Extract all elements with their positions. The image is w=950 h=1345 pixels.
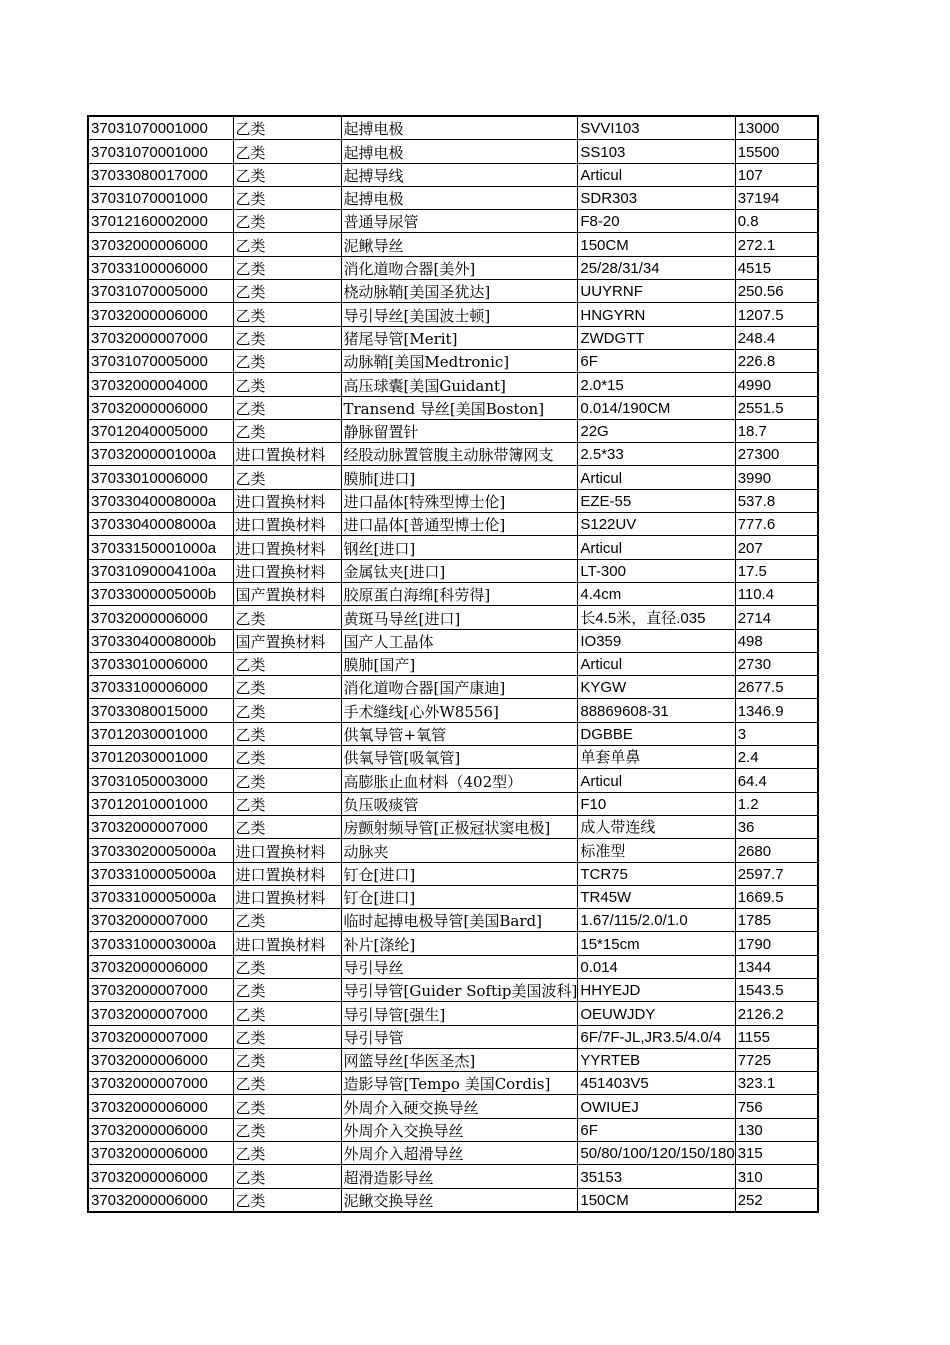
table-row xyxy=(88,349,818,372)
table-row xyxy=(88,303,818,326)
price-cell: 1669.5 xyxy=(735,885,818,908)
table-row xyxy=(88,280,818,303)
category-cell: 乙类 xyxy=(233,722,341,745)
table-row xyxy=(88,1188,818,1212)
table-row xyxy=(88,885,818,908)
category-cell: 进口置换材料 xyxy=(233,513,341,536)
table-row xyxy=(88,1072,818,1095)
price-cell: 36 xyxy=(735,815,818,838)
category-cell: 乙类 xyxy=(233,792,341,815)
item-code-cell: 37012160002000 xyxy=(88,210,233,233)
spec-cell: OWIUEJ xyxy=(578,1095,735,1118)
spec-cell: HNGYRN xyxy=(578,303,735,326)
table-row xyxy=(88,792,818,815)
category-cell: 乙类 xyxy=(233,1142,341,1165)
spec-cell: 单套单鼻 xyxy=(578,746,735,769)
category-cell: 乙类 xyxy=(233,1188,341,1212)
category-cell: 国产置换材料 xyxy=(233,582,341,605)
item-code-cell: 37032000006000 xyxy=(88,955,233,978)
item-name-cell: 补片[涤纶] xyxy=(341,932,578,955)
price-cell: 323.1 xyxy=(735,1072,818,1095)
table-row xyxy=(88,116,818,140)
category-cell: 乙类 xyxy=(233,1118,341,1141)
spec-cell: Articul xyxy=(578,652,735,675)
table-row xyxy=(88,932,818,955)
spec-cell: Articul xyxy=(578,163,735,186)
spec-cell: Articul xyxy=(578,466,735,489)
item-code-cell: 37033100006000 xyxy=(88,676,233,699)
table-row xyxy=(88,140,818,163)
category-cell: 乙类 xyxy=(233,163,341,186)
item-code-cell: 37033100005000a xyxy=(88,862,233,885)
category-cell: 进口置换材料 xyxy=(233,885,341,908)
spec-cell: 22G xyxy=(578,419,735,442)
item-code-cell: 37032000007000 xyxy=(88,1002,233,1025)
spec-cell: 15*15cm xyxy=(578,932,735,955)
spec-cell: 150CM xyxy=(578,233,735,256)
item-name-cell: 普通导尿管 xyxy=(341,210,578,233)
price-cell: 1.2 xyxy=(735,792,818,815)
table-row xyxy=(88,582,818,605)
table-row xyxy=(88,1142,818,1165)
item-name-cell: 钉仓[进口] xyxy=(341,885,578,908)
category-cell: 进口置换材料 xyxy=(233,862,341,885)
spec-cell: TR45W xyxy=(578,885,735,908)
table-row xyxy=(88,652,818,675)
spec-cell: 50/80/100/120/150/180 xyxy=(578,1142,735,1165)
price-cell: 1785 xyxy=(735,909,818,932)
item-name-cell: 胶原蛋白海绵[科劳得] xyxy=(341,582,578,605)
category-cell: 进口置换材料 xyxy=(233,932,341,955)
price-cell: 37194 xyxy=(735,186,818,209)
table-row xyxy=(88,978,818,1001)
table-row xyxy=(88,373,818,396)
category-cell: 乙类 xyxy=(233,326,341,349)
spec-cell: EZE-55 xyxy=(578,489,735,512)
spec-cell: HHYEJD xyxy=(578,978,735,1001)
price-table xyxy=(87,115,819,1213)
price-cell: 0.8 xyxy=(735,210,818,233)
table-row xyxy=(88,1118,818,1141)
category-cell: 进口置换材料 xyxy=(233,839,341,862)
item-name-cell: 高膨胀止血材料（402型） xyxy=(341,769,578,792)
item-name-cell: 动脉夹 xyxy=(341,839,578,862)
item-code-cell: 37033080017000 xyxy=(88,163,233,186)
item-name-cell: 金属钛夹[进口] xyxy=(341,559,578,582)
price-table-body xyxy=(88,116,818,1212)
item-name-cell: 起搏电极 xyxy=(341,116,578,140)
item-code-cell: 37032000007000 xyxy=(88,326,233,349)
spec-cell: Articul xyxy=(578,769,735,792)
item-name-cell: 猪尾导管[Merit] xyxy=(341,326,578,349)
item-name-cell: 泥鳅交换导丝 xyxy=(341,1188,578,1212)
item-code-cell: 37032000006000 xyxy=(88,396,233,419)
item-code-cell: 37033100006000 xyxy=(88,256,233,279)
item-name-cell: 经股动脉置管腹主动脉带簿网支 xyxy=(341,443,578,466)
item-code-cell: 37032000006000 xyxy=(88,1142,233,1165)
item-code-cell: 37031050003000 xyxy=(88,769,233,792)
price-cell: 315 xyxy=(735,1142,818,1165)
price-cell: 1344 xyxy=(735,955,818,978)
item-name-cell: 消化道吻合器[美外] xyxy=(341,256,578,279)
category-cell: 乙类 xyxy=(233,652,341,675)
item-code-cell: 37031070001000 xyxy=(88,186,233,209)
table-row xyxy=(88,256,818,279)
spec-cell: S122UV xyxy=(578,513,735,536)
item-name-cell: 起搏电极 xyxy=(341,140,578,163)
item-name-cell: 静脉留置针 xyxy=(341,419,578,442)
spec-cell: ZWDGTT xyxy=(578,326,735,349)
category-cell: 乙类 xyxy=(233,1002,341,1025)
table-row xyxy=(88,536,818,559)
item-code-cell: 37032000004000 xyxy=(88,373,233,396)
item-name-cell: 临时起搏电极导管[美国Bard] xyxy=(341,909,578,932)
item-code-cell: 37032000006000 xyxy=(88,303,233,326)
table-row xyxy=(88,815,818,838)
table-row xyxy=(88,513,818,536)
item-code-cell: 37012040005000 xyxy=(88,419,233,442)
spec-cell: KYGW xyxy=(578,676,735,699)
item-code-cell: 37031070001000 xyxy=(88,140,233,163)
table-row xyxy=(88,746,818,769)
table-row xyxy=(88,233,818,256)
item-name-cell: 桡动脉鞘[美国圣犹达] xyxy=(341,280,578,303)
table-row xyxy=(88,955,818,978)
price-cell: 1543.5 xyxy=(735,978,818,1001)
item-name-cell: 供氧导管+氧管 xyxy=(341,722,578,745)
price-cell: 4990 xyxy=(735,373,818,396)
spec-cell: 2.5*33 xyxy=(578,443,735,466)
item-name-cell: 钢丝[进口] xyxy=(341,536,578,559)
table-row xyxy=(88,559,818,582)
spec-cell: 4.4cm xyxy=(578,582,735,605)
table-row xyxy=(88,326,818,349)
item-code-cell: 37032000006000 xyxy=(88,1048,233,1071)
price-cell: 2714 xyxy=(735,606,818,629)
item-code-cell: 37033040008000b xyxy=(88,629,233,652)
item-name-cell: 进口晶体[特殊型博士伦] xyxy=(341,489,578,512)
table-row xyxy=(88,396,818,419)
category-cell: 乙类 xyxy=(233,699,341,722)
price-cell: 777.6 xyxy=(735,513,818,536)
price-cell: 110.4 xyxy=(735,582,818,605)
item-name-cell: 动脉鞘[美国Medtronic] xyxy=(341,349,578,372)
spec-cell: SS103 xyxy=(578,140,735,163)
item-name-cell: 网篮导丝[华医圣杰] xyxy=(341,1048,578,1071)
category-cell: 进口置换材料 xyxy=(233,489,341,512)
item-code-cell: 37033080015000 xyxy=(88,699,233,722)
item-name-cell: 导引导丝 xyxy=(341,955,578,978)
spec-cell: F8-20 xyxy=(578,210,735,233)
price-cell: 3990 xyxy=(735,466,818,489)
item-code-cell: 37033040008000a xyxy=(88,513,233,536)
spec-cell: 88869608-31 xyxy=(578,699,735,722)
item-code-cell: 37031070005000 xyxy=(88,280,233,303)
item-code-cell: 37032000007000 xyxy=(88,1025,233,1048)
category-cell: 乙类 xyxy=(233,1025,341,1048)
item-name-cell: Transend 导丝[美国Boston] xyxy=(341,396,578,419)
item-code-cell: 37033150001000a xyxy=(88,536,233,559)
item-code-cell: 37032000007000 xyxy=(88,978,233,1001)
item-name-cell: 膜肺[国产] xyxy=(341,652,578,675)
price-cell: 2730 xyxy=(735,652,818,675)
price-cell: 310 xyxy=(735,1165,818,1188)
spec-cell: F10 xyxy=(578,792,735,815)
table-row xyxy=(88,1048,818,1071)
table-row xyxy=(88,629,818,652)
item-name-cell: 导引导管[强生] xyxy=(341,1002,578,1025)
category-cell: 进口置换材料 xyxy=(233,559,341,582)
item-code-cell: 37032000006000 xyxy=(88,1188,233,1212)
spec-cell: SVVI103 xyxy=(578,116,735,140)
item-code-cell: 37033000005000b xyxy=(88,582,233,605)
item-name-cell: 泥鳅导丝 xyxy=(341,233,578,256)
price-cell: 2680 xyxy=(735,839,818,862)
category-cell: 乙类 xyxy=(233,210,341,233)
price-cell: 1207.5 xyxy=(735,303,818,326)
category-cell: 进口置换材料 xyxy=(233,536,341,559)
category-cell: 乙类 xyxy=(233,140,341,163)
item-code-cell: 37033010006000 xyxy=(88,466,233,489)
item-code-cell: 37032000007000 xyxy=(88,909,233,932)
item-name-cell: 导引导管 xyxy=(341,1025,578,1048)
spec-cell: 标准型 xyxy=(578,839,735,862)
category-cell: 乙类 xyxy=(233,1095,341,1118)
category-cell: 乙类 xyxy=(233,978,341,1001)
category-cell: 乙类 xyxy=(233,1165,341,1188)
spec-cell: 35153 xyxy=(578,1165,735,1188)
item-code-cell: 37032000006000 xyxy=(88,1118,233,1141)
price-cell: 2126.2 xyxy=(735,1002,818,1025)
item-code-cell: 37012010001000 xyxy=(88,792,233,815)
table-row xyxy=(88,769,818,792)
item-name-cell: 导引导管[Guider Softip美国波科] xyxy=(341,978,578,1001)
category-cell: 乙类 xyxy=(233,746,341,769)
spec-cell: 6F/7F-JL,JR3.5/4.0/4 xyxy=(578,1025,735,1048)
table-row xyxy=(88,1095,818,1118)
price-cell: 27300 xyxy=(735,443,818,466)
category-cell: 乙类 xyxy=(233,303,341,326)
price-cell: 64.4 xyxy=(735,769,818,792)
price-cell: 250.56 xyxy=(735,280,818,303)
table-row xyxy=(88,862,818,885)
price-cell: 130 xyxy=(735,1118,818,1141)
table-row xyxy=(88,489,818,512)
table-row xyxy=(88,443,818,466)
table-row xyxy=(88,1002,818,1025)
item-name-cell: 手术缝线[心外W8556] xyxy=(341,699,578,722)
category-cell: 乙类 xyxy=(233,955,341,978)
price-cell: 17.5 xyxy=(735,559,818,582)
item-name-cell: 高压球囊[美国Guidant] xyxy=(341,373,578,396)
category-cell: 乙类 xyxy=(233,116,341,140)
item-code-cell: 37032000001000a xyxy=(88,443,233,466)
spec-cell: TCR75 xyxy=(578,862,735,885)
category-cell: 乙类 xyxy=(233,256,341,279)
price-cell: 2677.5 xyxy=(735,676,818,699)
spec-cell: 6F xyxy=(578,1118,735,1141)
item-code-cell: 37033040008000a xyxy=(88,489,233,512)
spec-cell: IO359 xyxy=(578,629,735,652)
table-row xyxy=(88,839,818,862)
item-name-cell: 起搏导线 xyxy=(341,163,578,186)
category-cell: 乙类 xyxy=(233,419,341,442)
category-cell: 乙类 xyxy=(233,280,341,303)
price-cell: 226.8 xyxy=(735,349,818,372)
item-name-cell: 起搏电极 xyxy=(341,186,578,209)
category-cell: 乙类 xyxy=(233,396,341,419)
spec-cell: 25/28/31/34 xyxy=(578,256,735,279)
item-code-cell: 37032000006000 xyxy=(88,1165,233,1188)
item-code-cell: 37031070001000 xyxy=(88,116,233,140)
item-code-cell: 37012030001000 xyxy=(88,722,233,745)
table-row xyxy=(88,186,818,209)
category-cell: 乙类 xyxy=(233,769,341,792)
spec-cell: 2.0*15 xyxy=(578,373,735,396)
item-code-cell: 37032000007000 xyxy=(88,1072,233,1095)
item-code-cell: 37032000006000 xyxy=(88,233,233,256)
item-name-cell: 消化道吻合器[国产康迪] xyxy=(341,676,578,699)
spec-cell: 长4.5米，直径.035 xyxy=(578,606,735,629)
price-cell: 2.4 xyxy=(735,746,818,769)
spec-cell: 0.014/190CM xyxy=(578,396,735,419)
category-cell: 乙类 xyxy=(233,466,341,489)
price-cell: 3 xyxy=(735,722,818,745)
category-cell: 乙类 xyxy=(233,373,341,396)
spec-cell: Articul xyxy=(578,536,735,559)
item-code-cell: 37031090004100a xyxy=(88,559,233,582)
item-name-cell: 外周介入超滑导丝 xyxy=(341,1142,578,1165)
price-cell: 537.8 xyxy=(735,489,818,512)
table-row xyxy=(88,722,818,745)
price-cell: 4515 xyxy=(735,256,818,279)
spec-cell: UUYRNF xyxy=(578,280,735,303)
item-name-cell: 国产人工晶体 xyxy=(341,629,578,652)
item-name-cell: 进口晶体[普通型博士伦] xyxy=(341,513,578,536)
spec-cell: LT-300 xyxy=(578,559,735,582)
table-row xyxy=(88,1025,818,1048)
category-cell: 乙类 xyxy=(233,233,341,256)
item-code-cell: 37012030001000 xyxy=(88,746,233,769)
price-cell: 207 xyxy=(735,536,818,559)
spec-cell: 150CM xyxy=(578,1188,735,1212)
spec-cell: 6F xyxy=(578,349,735,372)
item-name-cell: 负压吸痰管 xyxy=(341,792,578,815)
item-name-cell: 超滑造影导丝 xyxy=(341,1165,578,1188)
item-code-cell: 37033100005000a xyxy=(88,885,233,908)
price-cell: 1790 xyxy=(735,932,818,955)
category-cell: 进口置换材料 xyxy=(233,443,341,466)
item-name-cell: 造影导管[Tempo 美国Cordis] xyxy=(341,1072,578,1095)
category-cell: 国产置换材料 xyxy=(233,629,341,652)
category-cell: 乙类 xyxy=(233,186,341,209)
item-code-cell: 37032000006000 xyxy=(88,1095,233,1118)
item-name-cell: 外周介入硬交换导丝 xyxy=(341,1095,578,1118)
table-row xyxy=(88,163,818,186)
category-cell: 乙类 xyxy=(233,815,341,838)
category-cell: 乙类 xyxy=(233,676,341,699)
spec-cell: 0.014 xyxy=(578,955,735,978)
price-cell: 272.1 xyxy=(735,233,818,256)
table-row xyxy=(88,909,818,932)
item-name-cell: 黄斑马导丝[进口] xyxy=(341,606,578,629)
price-cell: 7725 xyxy=(735,1048,818,1071)
category-cell: 乙类 xyxy=(233,606,341,629)
spec-cell: 451403V5 xyxy=(578,1072,735,1095)
table-row xyxy=(88,466,818,489)
item-code-cell: 37033010006000 xyxy=(88,652,233,675)
price-cell: 252 xyxy=(735,1188,818,1212)
item-name-cell: 钉仓[进口] xyxy=(341,862,578,885)
spec-cell: YYRTEB xyxy=(578,1048,735,1071)
item-code-cell: 37033020005000a xyxy=(88,839,233,862)
price-cell: 13000 xyxy=(735,116,818,140)
price-cell: 248.4 xyxy=(735,326,818,349)
table-row xyxy=(88,419,818,442)
table-row xyxy=(88,699,818,722)
price-cell: 498 xyxy=(735,629,818,652)
spec-cell: 成人带连线 xyxy=(578,815,735,838)
category-cell: 乙类 xyxy=(233,909,341,932)
price-cell: 2597.7 xyxy=(735,862,818,885)
table-row xyxy=(88,1165,818,1188)
item-code-cell: 37032000007000 xyxy=(88,815,233,838)
table-row xyxy=(88,606,818,629)
price-cell: 756 xyxy=(735,1095,818,1118)
item-code-cell: 37033100003000a xyxy=(88,932,233,955)
price-cell: 1155 xyxy=(735,1025,818,1048)
category-cell: 乙类 xyxy=(233,1072,341,1095)
category-cell: 乙类 xyxy=(233,349,341,372)
price-cell: 1346.9 xyxy=(735,699,818,722)
item-name-cell: 膜肺[进口] xyxy=(341,466,578,489)
price-cell: 15500 xyxy=(735,140,818,163)
item-code-cell: 37031070005000 xyxy=(88,349,233,372)
price-cell: 2551.5 xyxy=(735,396,818,419)
price-cell: 18.7 xyxy=(735,419,818,442)
spec-cell: DGBBE xyxy=(578,722,735,745)
item-name-cell: 外周介入交换导丝 xyxy=(341,1118,578,1141)
item-code-cell: 37032000006000 xyxy=(88,606,233,629)
price-cell: 107 xyxy=(735,163,818,186)
spec-cell: OEUWJDY xyxy=(578,1002,735,1025)
spec-cell: 1.67/115/2.0/1.0 xyxy=(578,909,735,932)
item-name-cell: 导引导丝[美国波士顿] xyxy=(341,303,578,326)
table-row xyxy=(88,676,818,699)
item-name-cell: 供氧导管[吸氧管] xyxy=(341,746,578,769)
spec-cell: SDR303 xyxy=(578,186,735,209)
table-row xyxy=(88,210,818,233)
category-cell: 乙类 xyxy=(233,1048,341,1071)
item-name-cell: 房颤射频导管[正极冠状窦电极] xyxy=(341,815,578,838)
